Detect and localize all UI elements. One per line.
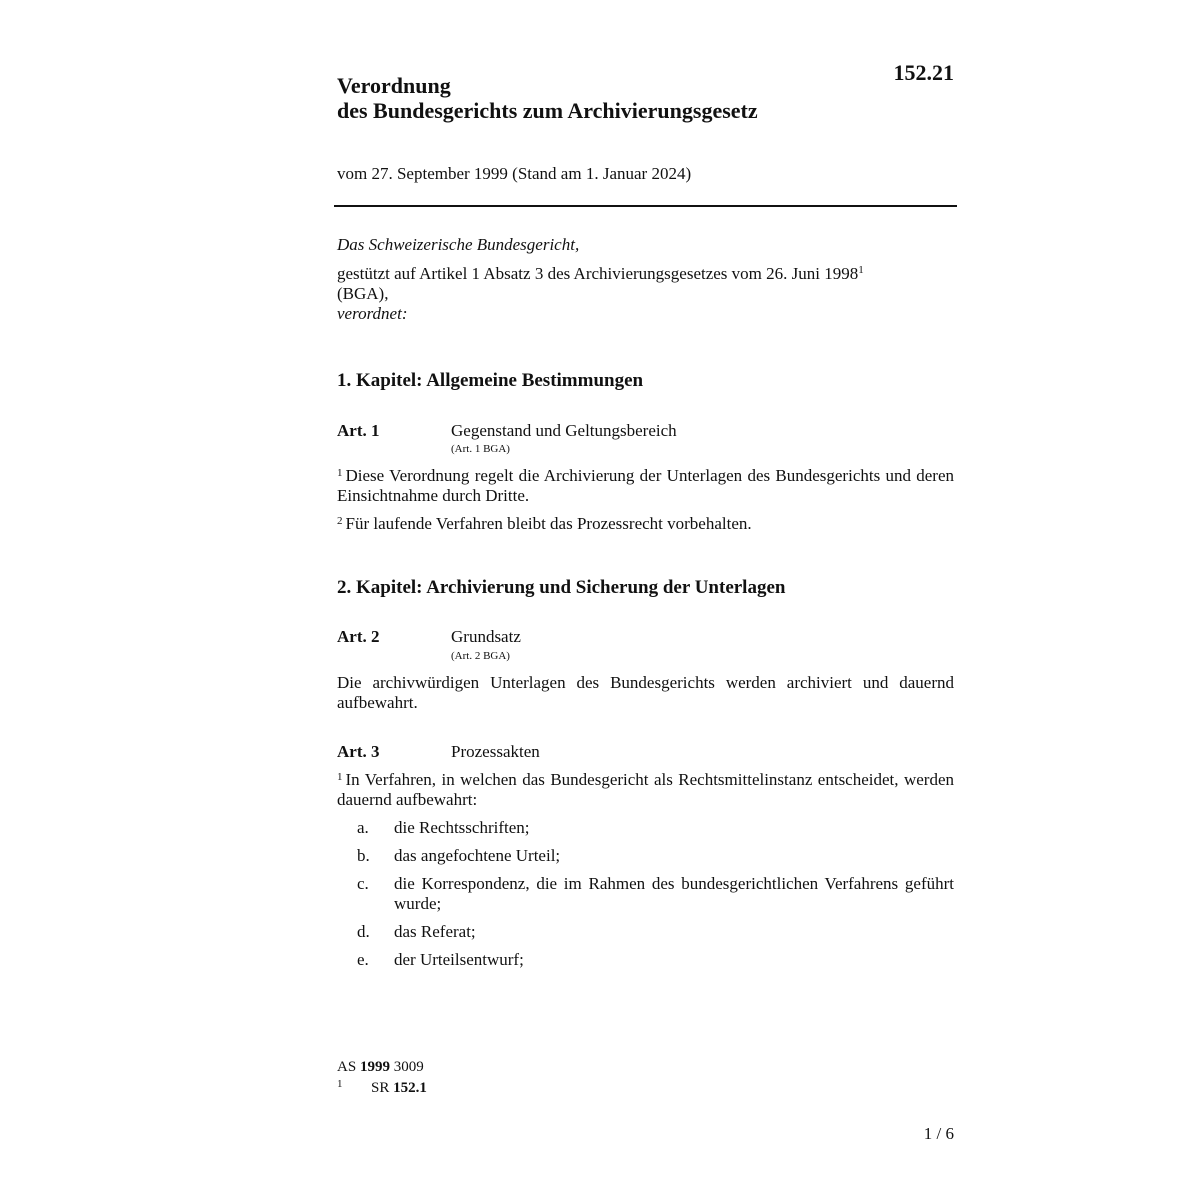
as-prefix: AS bbox=[337, 1059, 357, 1075]
article-1-number: Art. 1 bbox=[337, 421, 380, 440]
footnote-sr-number: 152.1 bbox=[393, 1080, 427, 1096]
article-2-reference: (Art. 2 BGA) bbox=[451, 650, 510, 662]
preamble-basis bbox=[337, 264, 954, 284]
article-1-paragraph-1 bbox=[337, 466, 954, 506]
article-1-reference: (Art. 1 BGA) bbox=[451, 443, 510, 455]
list-item-text: das angefochtene Urteil; bbox=[394, 846, 561, 865]
list-item-letter: b. bbox=[357, 846, 370, 865]
list-item-text: der Urteilsentwurf; bbox=[394, 950, 524, 969]
paragraph-number: 2 bbox=[337, 515, 343, 527]
article-3-paragraph-1 bbox=[337, 770, 954, 810]
paragraph-text: Diese Verordnung regelt die Archivierung der Unterlagen des Bundesgerichts und deren Einsichtnahme durch Dritte. bbox=[337, 466, 954, 505]
list-item-text: die Rechtsschriften; bbox=[394, 818, 530, 837]
article-2-paragraph: Die archivwürdigen Unterlagen des Bundesgerichts werden archiviert und dauernd aufbewahrt. bbox=[337, 673, 954, 712]
paragraph-text: Für laufende Verfahren bleibt das Prozessrecht vorbehalten. bbox=[345, 514, 752, 533]
footnote-official-compilation bbox=[337, 1059, 424, 1076]
list-item-letter: c. bbox=[357, 874, 369, 893]
footnote-1: 1 SR 152.1 bbox=[337, 1078, 427, 1096]
article-1-title: Gegenstand und Geltungsbereich bbox=[451, 421, 677, 440]
list-item-letter: e. bbox=[357, 950, 369, 969]
document-title bbox=[337, 73, 857, 123]
chapter-1-heading: 1. Kapitel: Allgemeine Bestimmungen bbox=[337, 370, 644, 391]
article-3-title: Prozessakten bbox=[451, 742, 540, 761]
list-item-text: die Korrespondenz, die im Rahmen des bundesgerichtlichen Verfahrens geführt wurde; bbox=[394, 874, 954, 913]
list-item-letter: d. bbox=[357, 922, 370, 941]
article-2-title: Grundsatz bbox=[451, 627, 521, 646]
preamble-basis-text: gestützt auf Artikel 1 Absatz 3 des Archivierungsgesetzes vom 26. Juni 1998 bbox=[337, 264, 859, 283]
preamble-enacts: verordnet: bbox=[337, 304, 408, 323]
page-number: 1 / 6 bbox=[923, 1124, 954, 1143]
chapter-2-heading: 2. Kapitel: Archivierung und Sicherung der Unterlagen bbox=[337, 577, 786, 598]
footnote-sr-prefix: SR bbox=[371, 1080, 390, 1096]
title-line-1: Verordnung bbox=[337, 73, 451, 98]
paragraph-number: 1 bbox=[337, 467, 343, 479]
paragraph-text: In Verfahren, in welchen das Bundesgericht als Rechtsmittelinstanz entscheidet, werden dauernd aufbewahrt: bbox=[337, 770, 954, 809]
header-divider bbox=[334, 205, 957, 207]
list-item-text: das Referat; bbox=[394, 922, 476, 941]
article-2-number: Art. 2 bbox=[337, 627, 380, 646]
title-line-2: des Bundesgerichts zum Archivierungsgesetz bbox=[337, 98, 758, 123]
list-item-letter: a. bbox=[357, 818, 369, 837]
as-year: 1999 bbox=[359, 1059, 390, 1075]
sr-number: 152.21 bbox=[893, 60, 954, 85]
paragraph-number: 1 bbox=[337, 771, 343, 783]
preamble-issuer: Das Schweizerische Bundesgericht, bbox=[337, 235, 580, 254]
article-1-paragraph-2 bbox=[337, 514, 954, 534]
date-line: vom 27. September 1999 (Stand am 1. Januar 2024) bbox=[337, 164, 692, 183]
article-3-number: Art. 3 bbox=[337, 742, 380, 761]
preamble-abbrev: (BGA), bbox=[337, 284, 389, 303]
preamble bbox=[337, 235, 954, 324]
footnote-reference[interactable]: 1 bbox=[858, 264, 864, 276]
as-page: 3009 bbox=[393, 1059, 424, 1075]
